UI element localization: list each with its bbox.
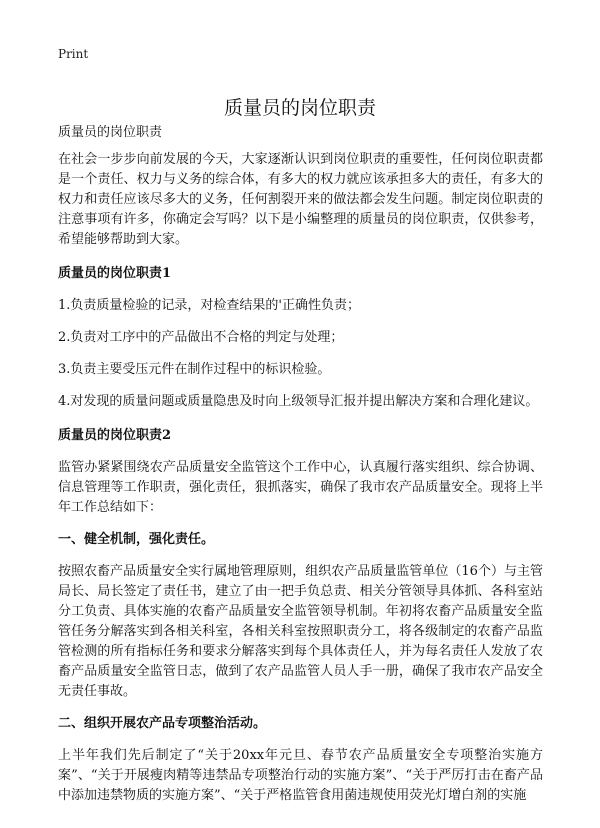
document-body xyxy=(58,150,543,806)
list-item: 2.负责对工序中的产品做出不合格的判定与处理； xyxy=(58,330,344,345)
list-item: 1.负责质量检验的记录，对检查结果的'正确性负责； xyxy=(58,298,360,313)
section-heading-2: 质量员的岗位职责2 xyxy=(58,428,172,443)
section2-intro: 监管办紧紧围绕农产品质量安全监管这个工作中心，认真履行落实组织、综合协调、信息管理等工作职责，强化责任，狠抓落实，确保了我市农产品质量安全。现将上半年工作总结如下： xyxy=(58,460,543,515)
section-heading-1: 质量员的岗位职责1 xyxy=(58,266,172,281)
list-item: 4.对发现的质量问题或质量隐患及时向上级领导汇报并提出解决方案和合理化建议。 xyxy=(58,394,539,409)
intro-paragraph: 在社会一步步向前发展的今天，大家逐渐认识到岗位职责的重要性，任何岗位职责都是一个责任、权力与义务的综合体，有多大的权力就应该承担多大的责任，有多大的权力和责任应该尽多大的义务，任何割裂开来的做法都会发生问题。制定岗位职责的注意事项有许多，你确定会写吗？以下是小编整理的质量员的岗位职责，仅供参考，希望能够帮助到大家。 xyxy=(58,152,543,247)
subsection-heading-2: 二、组织开展农产品专项整治活动。 xyxy=(58,716,267,731)
list-item: 3.负责主要受压元件在制作过程中的标识检验。 xyxy=(58,362,331,377)
subsection-heading-1: 一、健全机制，强化责任。 xyxy=(58,532,215,547)
subsection-paragraph-2: 上半年我们先后制定了“关于20xx年元旦、春节农产品质量安全专项整治实施方案”、“关于开展瘦肉精等违禁品专项整治行动的实施方案”、“关于严厉打击在畜产品中添加违禁物质的实施方案”、“关于严格监管食用菌违规使用荧光灯增白剂的实施 xyxy=(58,748,543,803)
subsection-paragraph-1: 按照农畜产品质量安全实行属地管理原则，组织农产品质量监管单位（16个）与主管局长、局长签定了责任书，建立了由一把手负总责、相关分管领导具体抓、各科室站分工负责、具体实施的农畜产品质量安全监管领导机制。年初将农畜产品质量安全监管任务分解落实到各相关科室，各相关科室按照职责分工，将各级制定的农畜产品监管检测的所有指标任务和要求分解落实到每个具体责任人，并为每名责任人发放了农畜产品质量安全监管日志，做到了农产品监管人员人手一册，确保了我市农产品安全无责任事故。 xyxy=(58,564,543,699)
document-title: 质量员的岗位职责 xyxy=(223,96,376,119)
print-label: Print xyxy=(58,47,89,61)
document-subtitle: 质量员的岗位职责 xyxy=(58,125,163,140)
